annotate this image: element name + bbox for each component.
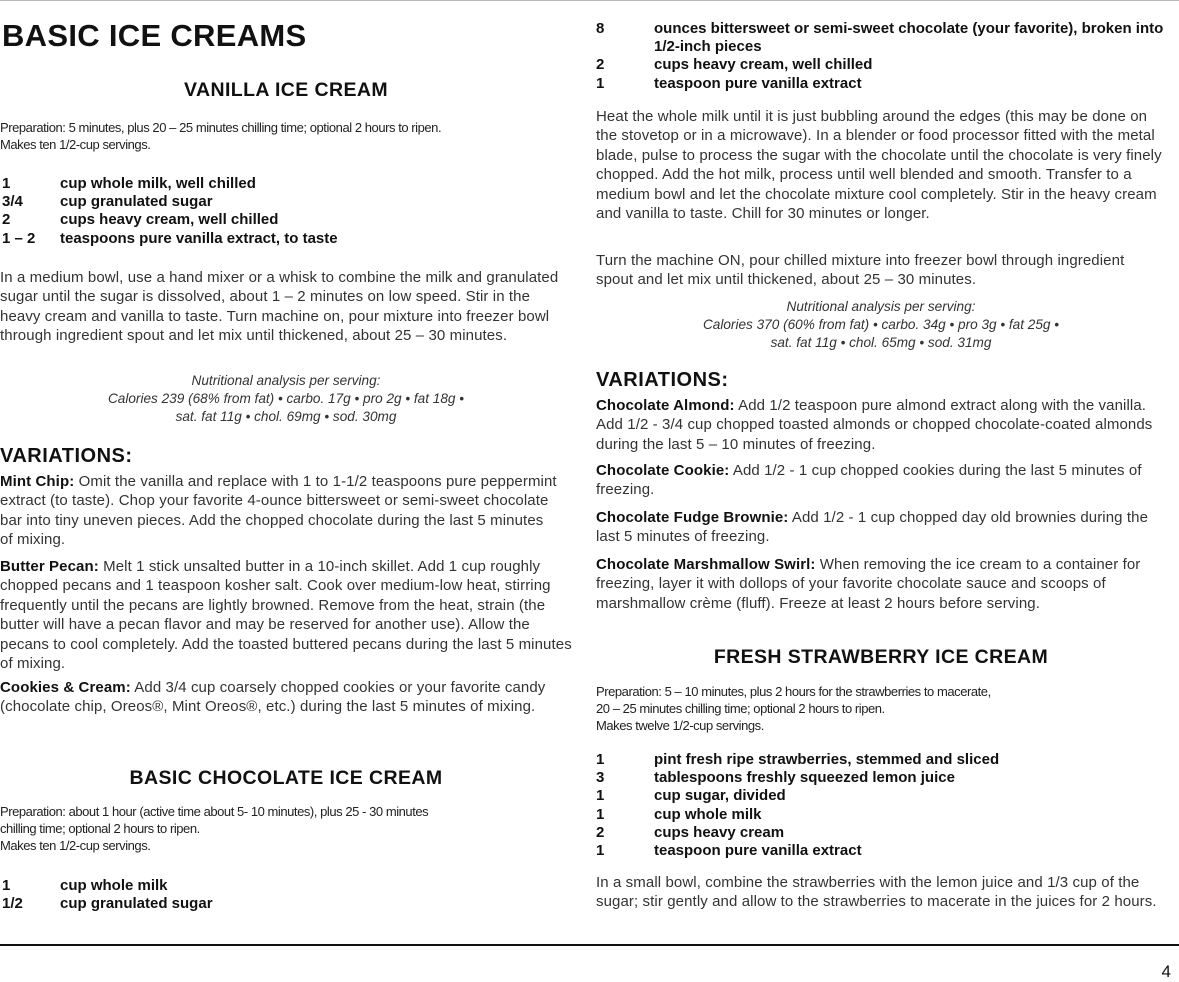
strawberry-method: In a small bowl, combine the strawberries with the lemon juice and 1/3 cup of the sugar; stir gently and allow to the strawberries to macerate in the juices for 2 hours. (596, 874, 1157, 911)
variation-cookies-cream: Cookies & Cream: Add 3/4 cup coarsely chopped cookies or your favorite candy (chocolate chip, Oreos®, Mint Oreos®, etc.) during the last 5 minutes of mixing. (0, 679, 546, 716)
ingredient-row: 1 cup whole milk (596, 805, 762, 823)
bottom-rule (0, 944, 1179, 946)
variation-chocolate-almond: Chocolate Almond: Add 1/2 teaspoon pure almond extract along with the vanilla. Add 1/2 - 3/4 cup chopped toasted almonds or chopped chocolate-coated almonds during the last 5 – 10 minutes of freezing. (596, 397, 1153, 453)
chocolate-ingredients-part1 (2, 877, 562, 913)
ingredient-row: 3/4 cup granulated sugar (2, 193, 213, 211)
ingredient-row: 2 cups heavy cream (596, 823, 785, 841)
variation-chocolate-marshmallow-swirl: Chocolate Marshmallow Swirl: When removing the ice cream to a container for freezing, layer it with dollops of your favorite chocolate sauce and scoops of marshmallow crème (fluff). Freeze at least 2 hours before serving. (596, 556, 1141, 612)
chocolate-ingredients-part2 (596, 20, 1166, 93)
chocolate-method-1: Heat the whole milk until it is just bubbling around the edges (this may be done on the stovetop or in a microwave). In a blender or food processor fitted with the metal blade, pulse to process the sugar with the chocolate until the chocolate is very finely chopped. Add the hot milk, process until well blended and smooth. Transfer to a medium bowl and let the chocolate mixture cool completely. Stir in the heavy cream and vanilla to taste. Chill for 30 minutes or longer. (596, 108, 1162, 223)
chocolate-prep: Preparation: about 1 hour (active time about 5- 10 minutes), plus 25 - 30 minutes chilling time; optional 2 hours to ripen. Makes ten 1/2-cup servings. (0, 804, 429, 853)
variation-chocolate-cookie: Chocolate Cookie: Add 1/2 - 1 cup chopped cookies during the last 5 minutes of freezing. (596, 462, 1142, 499)
variation-mint-chip: Mint Chip: Omit the vanilla and replace with 1 to 1-1/2 teaspoons pure peppermint extract (to taste). Chop your favorite 4-ounce bittersweet or semi-sweet chocolate bar into tiny uneven pieces. Add the chopped chocolate during the last 5 minutes of mixing. (0, 473, 557, 549)
chocolate-variations-heading: VARIATIONS: (596, 369, 729, 391)
vanilla-title: VANILLA ICE CREAM (184, 79, 388, 101)
vanilla-prep: Preparation: 5 minutes, plus 20 – 25 minutes chilling time; optional 2 hours to ripen. Makes ten 1/2-cup servings. (0, 120, 442, 152)
chocolate-title: BASIC CHOCOLATE ICE CREAM (129, 767, 443, 789)
ingredient-row: 3 tablespoons freshly squeezed lemon juice (596, 769, 955, 787)
ingredient-row: 1 teaspoon pure vanilla extract (596, 842, 862, 860)
ingredient-row: 1 cup whole milk, well chilled (2, 175, 256, 192)
top-rule (0, 0, 1179, 1)
ingredient-row: 8 ounces bittersweet or semi-sweet chocolate (your favorite), broken into 1/2-inch pieces (596, 20, 1164, 56)
ingredient-row: 1 teaspoon pure vanilla extract (596, 74, 862, 92)
strawberry-ingredients (596, 751, 1166, 860)
vanilla-nutrition: Nutritional analysis per serving: Calories 239 (68% from fat) • carbo. 17g • pro 2g • fat 18g • sat. fat 11g • chol. 69mg • sod. 30mg (107, 373, 465, 424)
ingredient-row: 1 pint fresh ripe strawberries, stemmed and sliced (596, 751, 1000, 768)
ingredient-row: 1 – 2 teaspoons pure vanilla extract, to taste (2, 229, 338, 247)
page-title: BASIC ICE CREAMS (2, 18, 307, 53)
variation-butter-pecan: Butter Pecan: Melt 1 stick unsalted butter in a 10-inch skillet. Add 1 cup roughly chopped pecans and 1 teaspoon kosher salt. Cook over medium-low heat, stirring frequently until the pecans are lightly browned. Remove from the heat, strain (the butter will have a pecan flavor and may be reserved for another use). Allow the pecans to cool completely. Add the toasted buttered pecans during the last 5 minutes of mixing. (0, 558, 572, 673)
chocolate-method-2: Turn the machine ON, pour chilled mixture into freezer bowl through ingredient spout and let mix until thickened, about 25 – 30 minutes. (596, 252, 1125, 289)
variation-chocolate-fudge-brownie: Chocolate Fudge Brownie: Add 1/2 - 1 cup chopped day old brownies during the last 5 minutes of freezing. (596, 509, 1149, 546)
ingredient-row: 2 cups heavy cream, well chilled (596, 56, 873, 74)
ingredient-row: 1 cup sugar, divided (596, 787, 786, 805)
strawberry-prep: Preparation: 5 – 10 minutes, plus 2 hours for the strawberries to macerate, 20 – 25 minutes chilling time; optional 2 hours to ripen. Makes twelve 1/2-cup servings. (596, 684, 991, 733)
vanilla-method: In a medium bowl, use a hand mixer or a whisk to combine the milk and granulated sugar until the sugar is dissolved, about 1 – 2 minutes on low speed. Stir in the heavy cream and vanilla to taste. Turn machine on, pour mixture into freezer bowl through ingredient spout and let mix until thickened, about 25 – 30 minutes. (0, 269, 559, 345)
strawberry-title: FRESH STRAWBERRY ICE CREAM (713, 646, 1049, 668)
chocolate-nutrition: Nutritional analysis per serving: Calories 370 (60% from fat) • carbo. 34g • pro 3g • fat 25g • sat. fat 11g • chol. 65mg • sod. 31mg (702, 299, 1060, 350)
ingredient-row: 1/2 cup granulated sugar (2, 895, 213, 913)
ingredient-row: 2 cups heavy cream, well chilled (2, 211, 279, 229)
vanilla-variations-heading: VARIATIONS: (0, 445, 133, 467)
page-number: 4 (1161, 962, 1171, 981)
ingredient-row: 1 cup whole milk (2, 877, 168, 894)
vanilla-ingredients (2, 175, 562, 248)
